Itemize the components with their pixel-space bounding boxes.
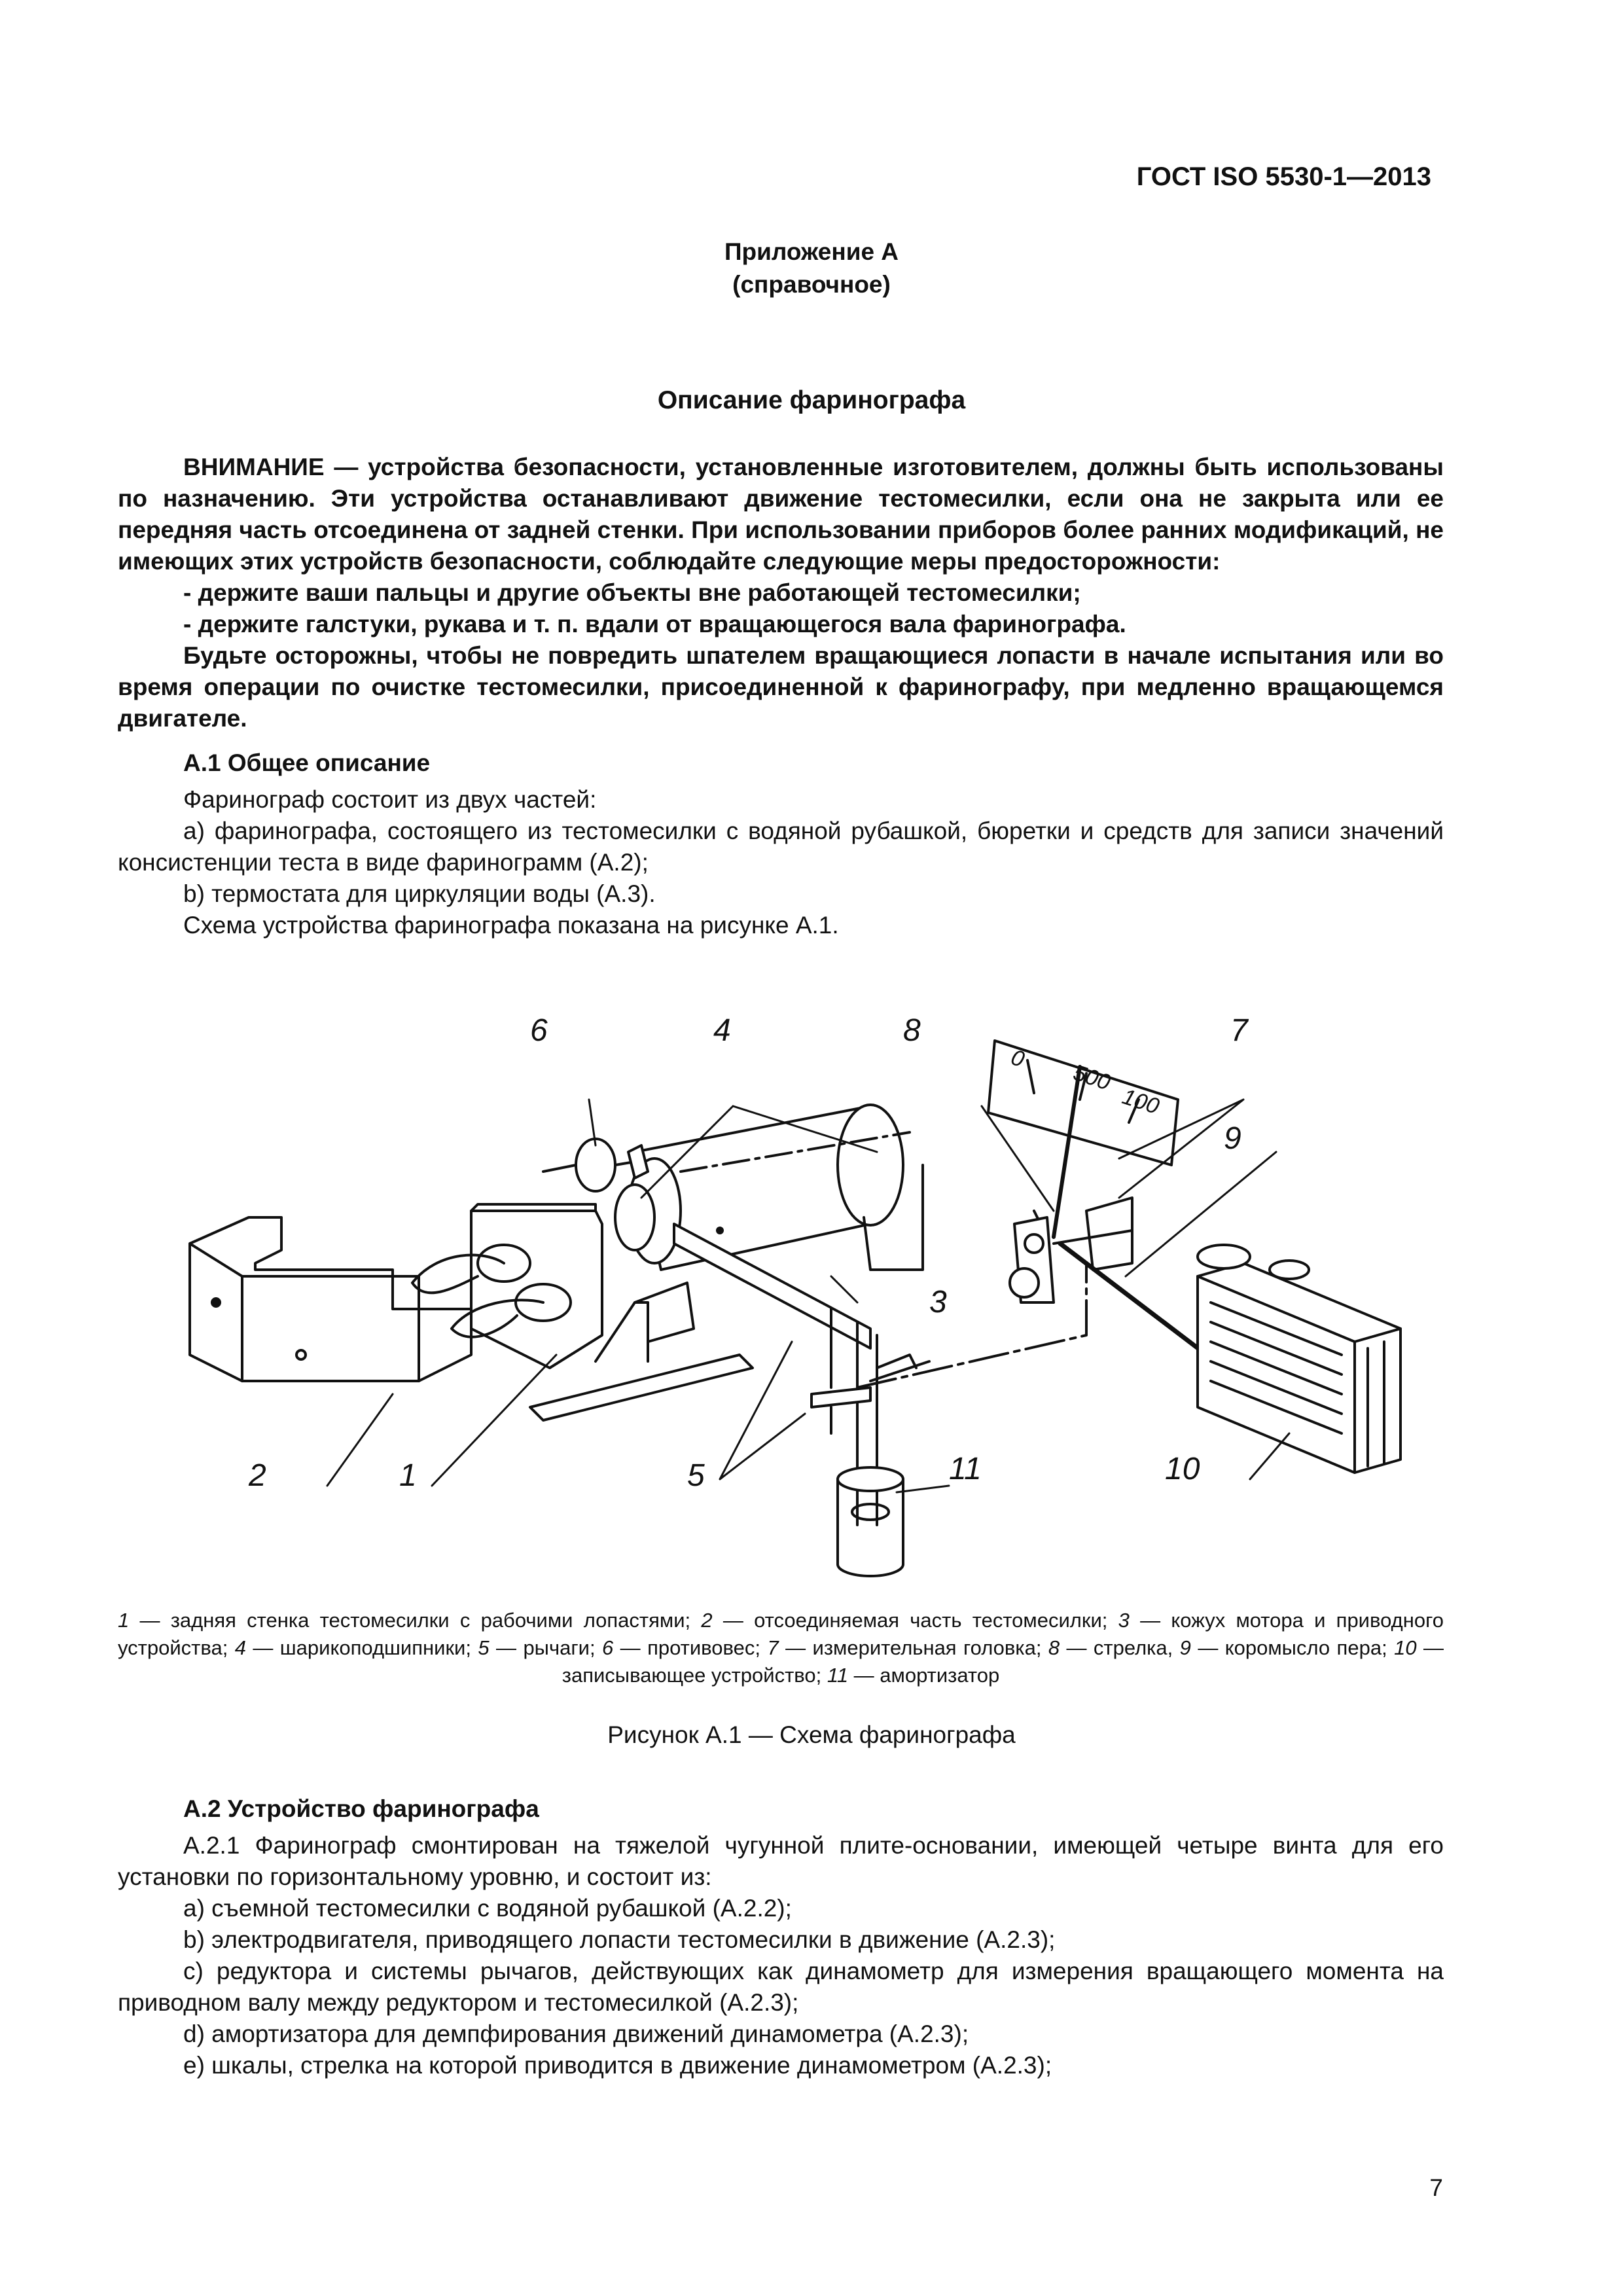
- document-number: ГОСТ ISO 5530-1—2013: [1136, 162, 1431, 191]
- text-block-bottom: [118, 1793, 1444, 2081]
- figure-title: Рисунок А.1 — Схема фаринографа: [607, 1721, 1016, 1748]
- legend-num-3: 3: [1118, 1609, 1130, 1632]
- label-7: 7: [1230, 1013, 1248, 1048]
- legend-text-1: — задняя стенка тестомесилки с рабочими лопастями;: [129, 1609, 702, 1632]
- detachable-mixer-part: [190, 1217, 471, 1381]
- legend-num-2: 2: [701, 1609, 713, 1632]
- label-6: 6: [530, 1013, 548, 1048]
- a1-item-a: а) фаринографа, состоящего из тестомесилки с водяной рубашкой, бюретки и средств для записи значений консистенции теста в виде фаринограмм (А.2);: [118, 817, 1444, 876]
- a2-item-a: а) съемной тестомесилки с водяной рубашкой (А.2.2);: [183, 1895, 792, 1922]
- legend-text-10: — записывающее устройство;: [562, 1636, 1444, 1687]
- legend-num-1: 1: [118, 1609, 130, 1632]
- warning-paragraph-2: Будьте осторожны, чтобы не повредить шпателем вращающиеся лопасти в начале испытания или во время операции по очистке тестомесилки, присоединенной к фаринографу, при медленно вращающемся двигателе.: [118, 642, 1444, 732]
- legend-text-3: — кожух мотора и приводного устройства;: [118, 1609, 1444, 1659]
- label-11: 11: [949, 1452, 982, 1486]
- legend-text-9: — коромысло пера;: [1190, 1636, 1395, 1659]
- figure-legend: [118, 1607, 1444, 1689]
- section-a2-heading: А.2 Устройство фаринографа: [183, 1795, 539, 1822]
- a2-item-b: b) электродвигателя, приводящего лопасти тестомесилки в движение (А.2.3);: [183, 1926, 1056, 1953]
- motor-housing: [628, 1105, 923, 1270]
- farinograph-diagram: [177, 936, 1446, 1590]
- warning-item-2: - держите галстуки, рукава и т. п. вдали от вращающегося вала фаринографа.: [183, 611, 1126, 637]
- a2-paragraph: А.2.1 Фаринограф смонтирован на тяжелой чугунной плите-основании, имеющей четыре винта для его установки по горизонтальному уровню, и состоит из:: [118, 1832, 1444, 1890]
- scale-tick-500: 500: [1070, 1060, 1114, 1096]
- annex-type: (справочное): [732, 271, 891, 298]
- label-1: 1: [399, 1458, 417, 1493]
- a2-item-e: е) шкалы, стрелка на которой приводится в движение динамометром (А.2.3);: [183, 2052, 1052, 2079]
- legend-num-7: 7: [767, 1636, 779, 1659]
- legend-num-9: 9: [1179, 1636, 1191, 1659]
- damper: [838, 1467, 903, 1576]
- a1-item-b: b) термостата для циркуляции воды (А.3).: [183, 880, 656, 907]
- label-10: 10: [1165, 1452, 1200, 1486]
- legend-text-8: — стрелка,: [1060, 1636, 1180, 1659]
- legend-text-5: — рычаги;: [489, 1636, 603, 1659]
- label-8: 8: [903, 1013, 921, 1048]
- legend-text-4: — шарикоподшипники;: [245, 1636, 478, 1659]
- legend-text-7: — измерительная головка;: [778, 1636, 1048, 1659]
- section-a1-heading: А.1 Общее описание: [183, 749, 431, 776]
- legend-text-11: — амортизатор: [848, 1664, 1000, 1687]
- label-5: 5: [687, 1458, 705, 1493]
- legend-num-4: 4: [234, 1636, 246, 1659]
- label-4: 4: [713, 1013, 731, 1048]
- legend-num-10: 10: [1394, 1636, 1417, 1659]
- text-block-top: [118, 452, 1444, 941]
- recording-device: [1060, 1244, 1400, 1473]
- a1-scheme: Схема устройства фаринографа показана на рисунке А.1.: [183, 912, 839, 939]
- legend-num-5: 5: [478, 1636, 490, 1659]
- label-9: 9: [1224, 1121, 1241, 1156]
- scale-tick-100: 100: [1119, 1084, 1162, 1120]
- annex-heading: [118, 236, 1505, 301]
- annex-title: Приложение А: [724, 238, 899, 265]
- legend-text-6: — противовес;: [613, 1636, 768, 1659]
- label-2: 2: [249, 1458, 266, 1493]
- a2-item-c: с) редуктора и системы рычагов, действующих как динамометр для измерения вращающего момента на приводном валу между редуктором и тестомесилкой (А.2.3);: [118, 1958, 1444, 2016]
- scale-tick-0: 0: [1008, 1045, 1027, 1073]
- warning-paragraph: ВНИМАНИЕ — устройства безопасности, установленные изготовителем, должны быть использованы по назначению. Эти устройства останавливают движение тестомесилки, если она не закрыта или ее передняя часть отсоединена от задней стенки. При использовании приборов более ранних модификаций, не имеющих этих устройств безопасности, соблюдайте следующие меры предосторожности:: [118, 454, 1444, 575]
- a1-intro: Фаринограф состоит из двух частей:: [183, 786, 597, 813]
- a2-item-d: d) амортизатора для демпфирования движений динамометра (А.2.3);: [183, 2020, 969, 2047]
- legend-text-2: — отсоединяемая часть тестомесилки;: [712, 1609, 1118, 1632]
- page-number: 7: [1429, 2174, 1443, 2201]
- warning-item-1: - держите ваши пальцы и другие объекты вне работающей тестомесилки;: [183, 579, 1081, 606]
- section-title: Описание фаринографа: [657, 386, 966, 414]
- legend-num-6: 6: [602, 1636, 614, 1659]
- label-3: 3: [929, 1285, 947, 1319]
- legend-num-8: 8: [1048, 1636, 1060, 1659]
- legend-num-11: 11: [827, 1664, 849, 1687]
